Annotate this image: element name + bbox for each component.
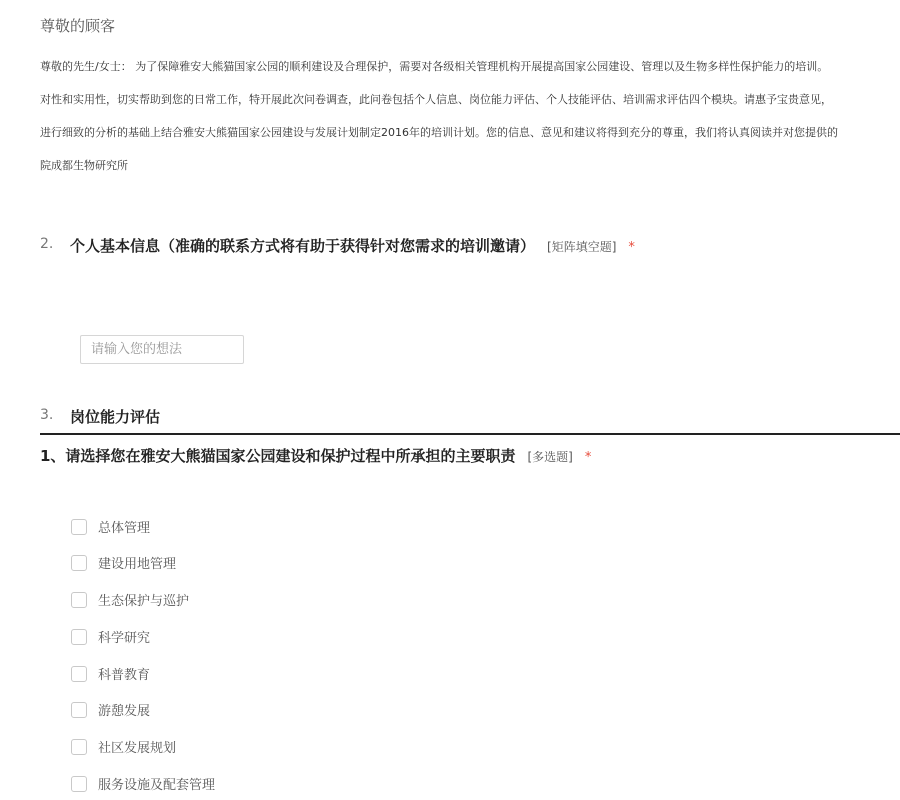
- option-label: 科学研究: [98, 631, 151, 646]
- checkbox[interactable]: [71, 702, 87, 718]
- question-number: 3.: [40, 407, 54, 423]
- subquestion-title: [40, 445, 591, 466]
- option-label: 科普教育: [98, 668, 151, 683]
- question-number: 2.: [40, 236, 54, 252]
- question-type-label: [矩阵填空题]: [547, 240, 617, 254]
- question-title: [70, 235, 635, 256]
- option-label: 生态保护与巡护: [98, 594, 190, 609]
- option-label: 总体管理: [98, 521, 151, 536]
- intro-line-2: 对性和实用性，切实帮助到您的日常工作，特开展此次问卷调查，此问卷包括个人信息、岗位能力评估、个人技能评估、培训需求评估四个模块。请惠予宝贵意见，: [40, 93, 832, 106]
- subquestion-title-text: 1、请选择您在雅安大熊猫国家公园建设和保护过程中所承担的主要职责: [40, 447, 516, 465]
- intro-line-1: 尊敬的先生/女士： 为了保障雅安大熊猫国家公园的顺利建设及合理保护，需要对各级相关管理机构开展提高国家公园建设、管理以及生物多样性保护能力的培训。: [40, 60, 829, 73]
- greeting-heading: 尊敬的顾客: [40, 17, 116, 35]
- checkbox[interactable]: [71, 666, 87, 682]
- option-land-management[interactable]: [71, 553, 176, 572]
- intro-line-4: 院成都生物研究所: [40, 159, 128, 172]
- section-divider: [40, 433, 900, 435]
- checkbox[interactable]: [71, 629, 87, 645]
- option-label: 服务设施及配套管理: [98, 778, 216, 793]
- option-overall-management[interactable]: [71, 517, 150, 536]
- option-label: 游憩发展: [98, 704, 151, 719]
- question-type-label: [多选题]: [527, 450, 573, 464]
- question-title-text: 个人基本信息（准确的联系方式将有助于获得针对您需求的培训邀请）: [70, 237, 536, 255]
- required-mark: *: [584, 450, 592, 465]
- intro-line-3: 进行细致的分析的基础上结合雅安大熊猫国家公园建设与发展计划制定2016年的培训计划。您的信息、意见和建议将得到充分的尊重，我们将认真阅读并对您提供的: [40, 126, 838, 139]
- checkbox[interactable]: [71, 776, 87, 792]
- option-facility-management[interactable]: [71, 774, 215, 793]
- required-mark: *: [628, 240, 635, 255]
- checkbox[interactable]: [71, 592, 87, 608]
- option-label: 建设用地管理: [98, 557, 177, 572]
- option-research[interactable]: [71, 627, 150, 646]
- personal-info-input[interactable]: [80, 335, 244, 364]
- option-education[interactable]: [71, 664, 150, 683]
- option-community-planning[interactable]: [71, 737, 176, 756]
- checkbox[interactable]: [71, 519, 87, 535]
- checkbox[interactable]: [71, 739, 87, 755]
- option-recreation[interactable]: [71, 700, 150, 719]
- option-label: 社区发展规划: [98, 741, 177, 756]
- section-title: 岗位能力评估: [70, 408, 161, 426]
- checkbox[interactable]: [71, 555, 87, 571]
- option-eco-protection[interactable]: [71, 590, 189, 609]
